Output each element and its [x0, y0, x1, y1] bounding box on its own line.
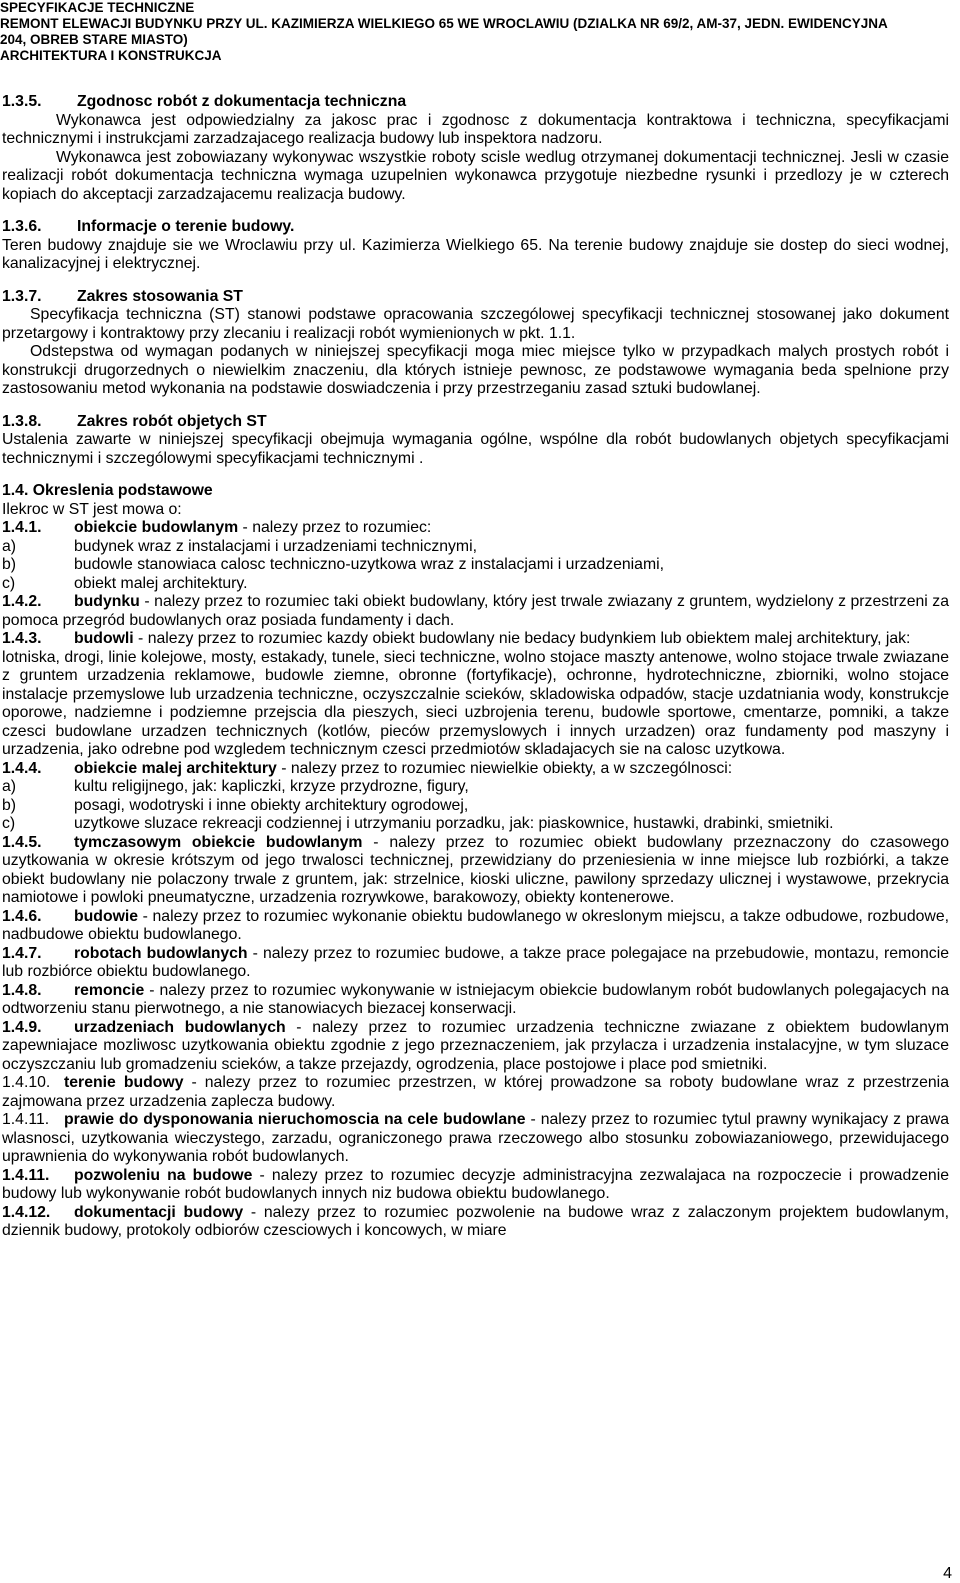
definition-term: budowie	[74, 907, 139, 925]
paragraph: Specyfikacja techniczna (ST) stanowi podstawe opracowania szczególowej specyfikacji technicznej stosowanej jako dokument przetargowy i kontraktowy przy zlecaniu i realizacji robót wymienionych w pkt. 1.1.	[2, 306, 949, 342]
list-item	[2, 575, 949, 594]
definition-term: urzadzeniach budowlanych	[74, 1018, 286, 1036]
list-label: a)	[2, 778, 17, 795]
section-title: Zakres stosowania ST	[77, 287, 243, 305]
header-discipline: ARCHITEKTURA I KONSTRUKCJA	[0, 48, 222, 63]
document-body	[2, 93, 949, 1241]
definition-number: 1.4.8.	[2, 981, 42, 999]
paragraph: Ustalenia zawarte w niniejszej specyfikacji obejmuja wymagania ogólne, wspólne dla robót budowlanych objetych specyfikacjami technicznymi i szczególowymi specyfikacjami technicznymi .	[2, 431, 949, 467]
definition-number: 1.4.7.	[2, 944, 42, 962]
list-label: a)	[2, 537, 17, 555]
definition-term: robotach budowlanych	[74, 944, 248, 962]
definition-1-4-4	[2, 760, 949, 779]
list-text: kultu religijnego, jak: kapliczki, krzyze przydrozne, figury,	[74, 778, 469, 795]
definition-1-4-10	[2, 1074, 949, 1111]
paragraph: Wykonawca jest odpowiedzialny za jakosc prac i zgodnosc z dokumentacja kontraktowa i techniczna, specyfikacjami technicznymi i instrukcjami zarzadzajacego realizacja budowy lub inspektora nadzoru.	[2, 111, 949, 147]
section-heading-1-3-7	[2, 288, 949, 307]
section-number: 1.3.6.	[2, 218, 42, 235]
section-title: Zakres robót objetych ST	[77, 412, 267, 430]
list-label: c)	[2, 815, 16, 832]
section-title: Zgodnosc robót z dokumentacja techniczna	[77, 93, 407, 110]
definition-1-4-11-a	[2, 1111, 949, 1167]
list-item	[2, 538, 949, 557]
definition-number: 1.4.9.	[2, 1018, 42, 1036]
definition-1-4-5	[2, 834, 949, 908]
definition-1-4-6	[2, 908, 949, 945]
list-text: uzytkowe sluzace rekreacji codziennej i utrzymaniu porzadku, jak: piaskownice, hustawki, drabinki, smietniki.	[74, 815, 834, 832]
definition-text: - nalezy przez to rozumiec obiekt budowlany przeznaczony do czasowego uzytkowania w okresie krótszym od jego trwalosci technicznej, przewidziany do przeniesienia w inne miejsce lub rozbiórki, a takze obiekt budowlany nie polaczony trwale z gruntem, jak: strzelnice, kioski uliczne, pawilony sprzedazy ulicznej i wystawowe, przekrycia namiotowe i powloki pneumatyczne, urzadzenia rozrywkowe, barakowozy, obiekty kontenerowe.	[2, 833, 949, 906]
section-heading-1-4	[2, 482, 949, 501]
section-number: 1.4.	[2, 482, 29, 499]
definition-text: - nalezy przez to rozumiec wykonywanie w istniejacym obiekcie budowlanym robót budowlanych polegajacych na odtworzeniu stanu pierwotnego, a nie stanowiacych biezacej konserwacji.	[2, 981, 949, 1017]
definition-term: budynku	[74, 593, 140, 610]
definition-1-4-1	[2, 519, 949, 538]
definition-text: - nalezy przez to rozumiec wykonanie obiektu budowlanego w okreslonym miejscu, a takze odbudowe, rozbudowe, nadbudowe obiektu budowlanego.	[2, 907, 949, 943]
definition-text: - nalezy przez to rozumiec:	[238, 519, 432, 536]
definition-number: 1.4.6.	[2, 907, 42, 925]
definition-1-4-7	[2, 945, 949, 982]
list-text: obiekt malej architektury.	[74, 574, 248, 592]
definition-text: - nalezy przez to rozumiec tytul prawny wynikajacy z prawa wlasnosci, uzytkowania wieczystego, zarzadu, ograniczonego prawa rzeczowego albo stosunku zobowiazaniowego, przewidujacego uprawnienia do wykonywania robót budowlanych.	[2, 1111, 949, 1165]
definition-number: 1.4.1.	[2, 519, 42, 536]
definition-term: tymczasowym obiekcie budowlanym	[74, 833, 363, 851]
list-text: budowle stanowiaca calosc techniczno-uzytkowa wraz z instalacjami i urzadzeniami,	[74, 556, 665, 573]
list-item	[2, 797, 949, 816]
definition-text: - nalezy przez to rozumiec taki obiekt budowlany, który jest trwale zwiazany z gruntem, wydzielony z przestrzeni za pomoca przegród budowlanych oraz posiada fundamenty i dach.	[2, 593, 949, 629]
section-title: Okreslenia podstawowe	[32, 482, 213, 499]
definition-1-4-9	[2, 1019, 949, 1075]
paragraph: lotniska, drogi, linie kolejowe, mosty, estakady, tunele, sieci techniczne, wolno stojace maszty antenowe, wolno stojace trwale zwiazane z gruntem urzadzenia reklamowe, budowle ziemne, obronne (fortyfikacje), ochronne, hydrotechniczne, zbiorniki, wolno stojace instalacje przemyslowe lub urzadzenia techniczne, oczyszczalnie scieków, skladowiska odpadów, stacje uzdatniania wody, konstrukcje oporowe, nadziemne i podziemne przejscia dla pieszych, sieci uzbrojenia terenu, budowle sportowe, cmentarze, pomniki, a takze czesci budowlane urzadzen technicznych (kotlów, pieców przemyslowych i innych urzadzen) oraz fundamenty pod maszyny i urzadzenia, jako odrebne pod wzgledem technicznym czesci przedmiotów skladajacych sie na calosc uzytkowa.	[2, 648, 949, 758]
list-text: budynek wraz z instalacjami i urzadzeniami technicznymi,	[74, 537, 477, 555]
definition-term: obiekcie budowlanym	[74, 519, 239, 536]
definition-term: budowli	[74, 630, 134, 647]
header-project-location: 204, OBREB STARE MIASTO)	[0, 32, 188, 47]
section-title: Informacje o terenie budowy.	[77, 218, 295, 235]
list-label: c)	[2, 574, 16, 592]
definition-term: pozwoleniu na budowe	[74, 1166, 253, 1184]
paragraph: Wykonawca jest zobowiazany wykonywac wszystkie roboty scisle wedlug otrzymanej dokumentacji technicznej. Jesli w czasie realizacji robót dokumentacja techniczna wymaga uzupelnien wykonawca przygotuje niezbedne rysunki i przedlozy je w czterech kopiach do akceptacji zarzadzajacemu realizacja budowy.	[2, 148, 949, 203]
definition-1-4-8	[2, 982, 949, 1019]
section-number: 1.3.5.	[2, 93, 42, 110]
definition-text: - nalezy przez to rozumiec przestrzen, w której prowadzone sa roboty budowlane wraz z przestrzenia zajmowana przez urzadzenia zaplecza budowy.	[2, 1074, 949, 1110]
list-item	[2, 815, 949, 834]
paragraph: Ilekroc w ST jest mowa o:	[2, 500, 182, 518]
definition-number: 1.4.3.	[2, 630, 42, 647]
header-doc-type: SPECYFIKACJE TECHNICZNE	[0, 0, 195, 15]
definition-term: obiekcie malej architektury	[74, 759, 277, 777]
section-number: 1.3.8.	[2, 412, 42, 430]
definition-1-4-12	[2, 1204, 949, 1241]
definition-term: dokumentacji budowy	[74, 1203, 244, 1221]
definition-term: prawie do dysponowania nieruchomoscia na cele budowlane	[64, 1111, 526, 1128]
definition-number: 1.4.2.	[2, 593, 42, 610]
definition-text: - nalezy przez to rozumiec niewielkie obiekty, a w szczególnosci:	[276, 759, 733, 777]
definition-text: - nalezy przez to rozumiec kazdy obiekt budowlany nie bedacy budynkiem lub obiektem malej architektury, jak:	[133, 630, 911, 647]
page-number: 4	[943, 1565, 952, 1582]
document-header	[0, 0, 954, 64]
section-heading-1-3-6	[2, 218, 949, 237]
list-text: posagi, wodotryski i inne obiekty architektury ogrodowej,	[74, 796, 469, 814]
definition-term: terenie budowy	[64, 1074, 184, 1091]
definition-text: - nalezy przez to rozumiec pozwolenie na budowe wraz z zalaczonym projektem budowlanym, dziennik budowy, protokoly odbiorów czesciowych i koncowych, w miare	[2, 1203, 949, 1239]
definition-text: - nalezy przez to rozumiec budowe, a takze prace polegajace na przebudowie, montazu, remoncie lub rozbiórce obiektu budowlanego.	[2, 944, 949, 980]
definition-number: 1.4.5.	[2, 833, 42, 851]
list-item	[2, 778, 949, 797]
section-heading-1-3-8	[2, 413, 949, 432]
list-item	[2, 556, 949, 575]
section-heading-1-3-5	[2, 93, 949, 112]
definition-1-4-11-b	[2, 1167, 949, 1204]
definition-number: 1.4.4.	[2, 759, 42, 777]
paragraph: Teren budowy znajduje sie we Wroclawiu przy ul. Kazimierza Wielkiego 65. Na terenie budowy znajduje sie dostep do sieci wodnej, kanalizacyjnej i elektrycznej.	[2, 236, 949, 272]
definition-text: - nalezy przez to rozumiec urzadzenia techniczne zwiazane z obiektem budowlanym zapewniajace mozliwosc uzytkowania obiektu zgodnie z jego przeznaczeniem, jak przylacza i urzadzenia instalacyjne, w tym sluzace oczyszczaniu lub gromadzeniu scieków, a takze przejazdy, ogrodzenia, place postojowe i place pod smietniki.	[2, 1018, 949, 1073]
paragraph: Odstepstwa od wymagan podanych w niniejszej specyfikacji moga miec miejsce tylko w przypadkach malych prostych robót i konstrukcji drugorzednych o niewielkim znaczeniu, dla których istnieje pewnosc, ze podstawowe wymagania beda spelnione przy zastosowaniu metod wykonania na podstawie doswiadczenia i przy przestrzeganiu zasad sztuki budowlanej.	[2, 343, 949, 397]
definition-1-4-3	[2, 630, 949, 649]
definition-number: 1.4.12.	[2, 1203, 51, 1221]
section-number: 1.3.7.	[2, 287, 42, 305]
list-label: b)	[2, 556, 17, 573]
definition-number: 1.4.11.	[2, 1111, 50, 1128]
definition-number: 1.4.11.	[2, 1166, 50, 1184]
list-label: b)	[2, 796, 17, 814]
definition-number: 1.4.10.	[2, 1074, 51, 1091]
definition-term: remoncie	[74, 981, 145, 999]
definition-text: - nalezy przez to rozumiec decyzje administracyjna zezwalajaca na rozpoczecie i prowadzenie budowy lub wykonywanie robót budowlanych innych niz budowa obiektu budowlanego.	[2, 1166, 949, 1202]
header-project-title: REMONT ELEWACJI BUDYNKU PRZY UL. KAZIMIERZA WIELKIEGO 65 WE WROCLAWIU (DZIALKA NR 69/2, AM-37, JEDN. EWIDENCYJNA	[0, 16, 888, 31]
definition-1-4-2	[2, 593, 949, 630]
